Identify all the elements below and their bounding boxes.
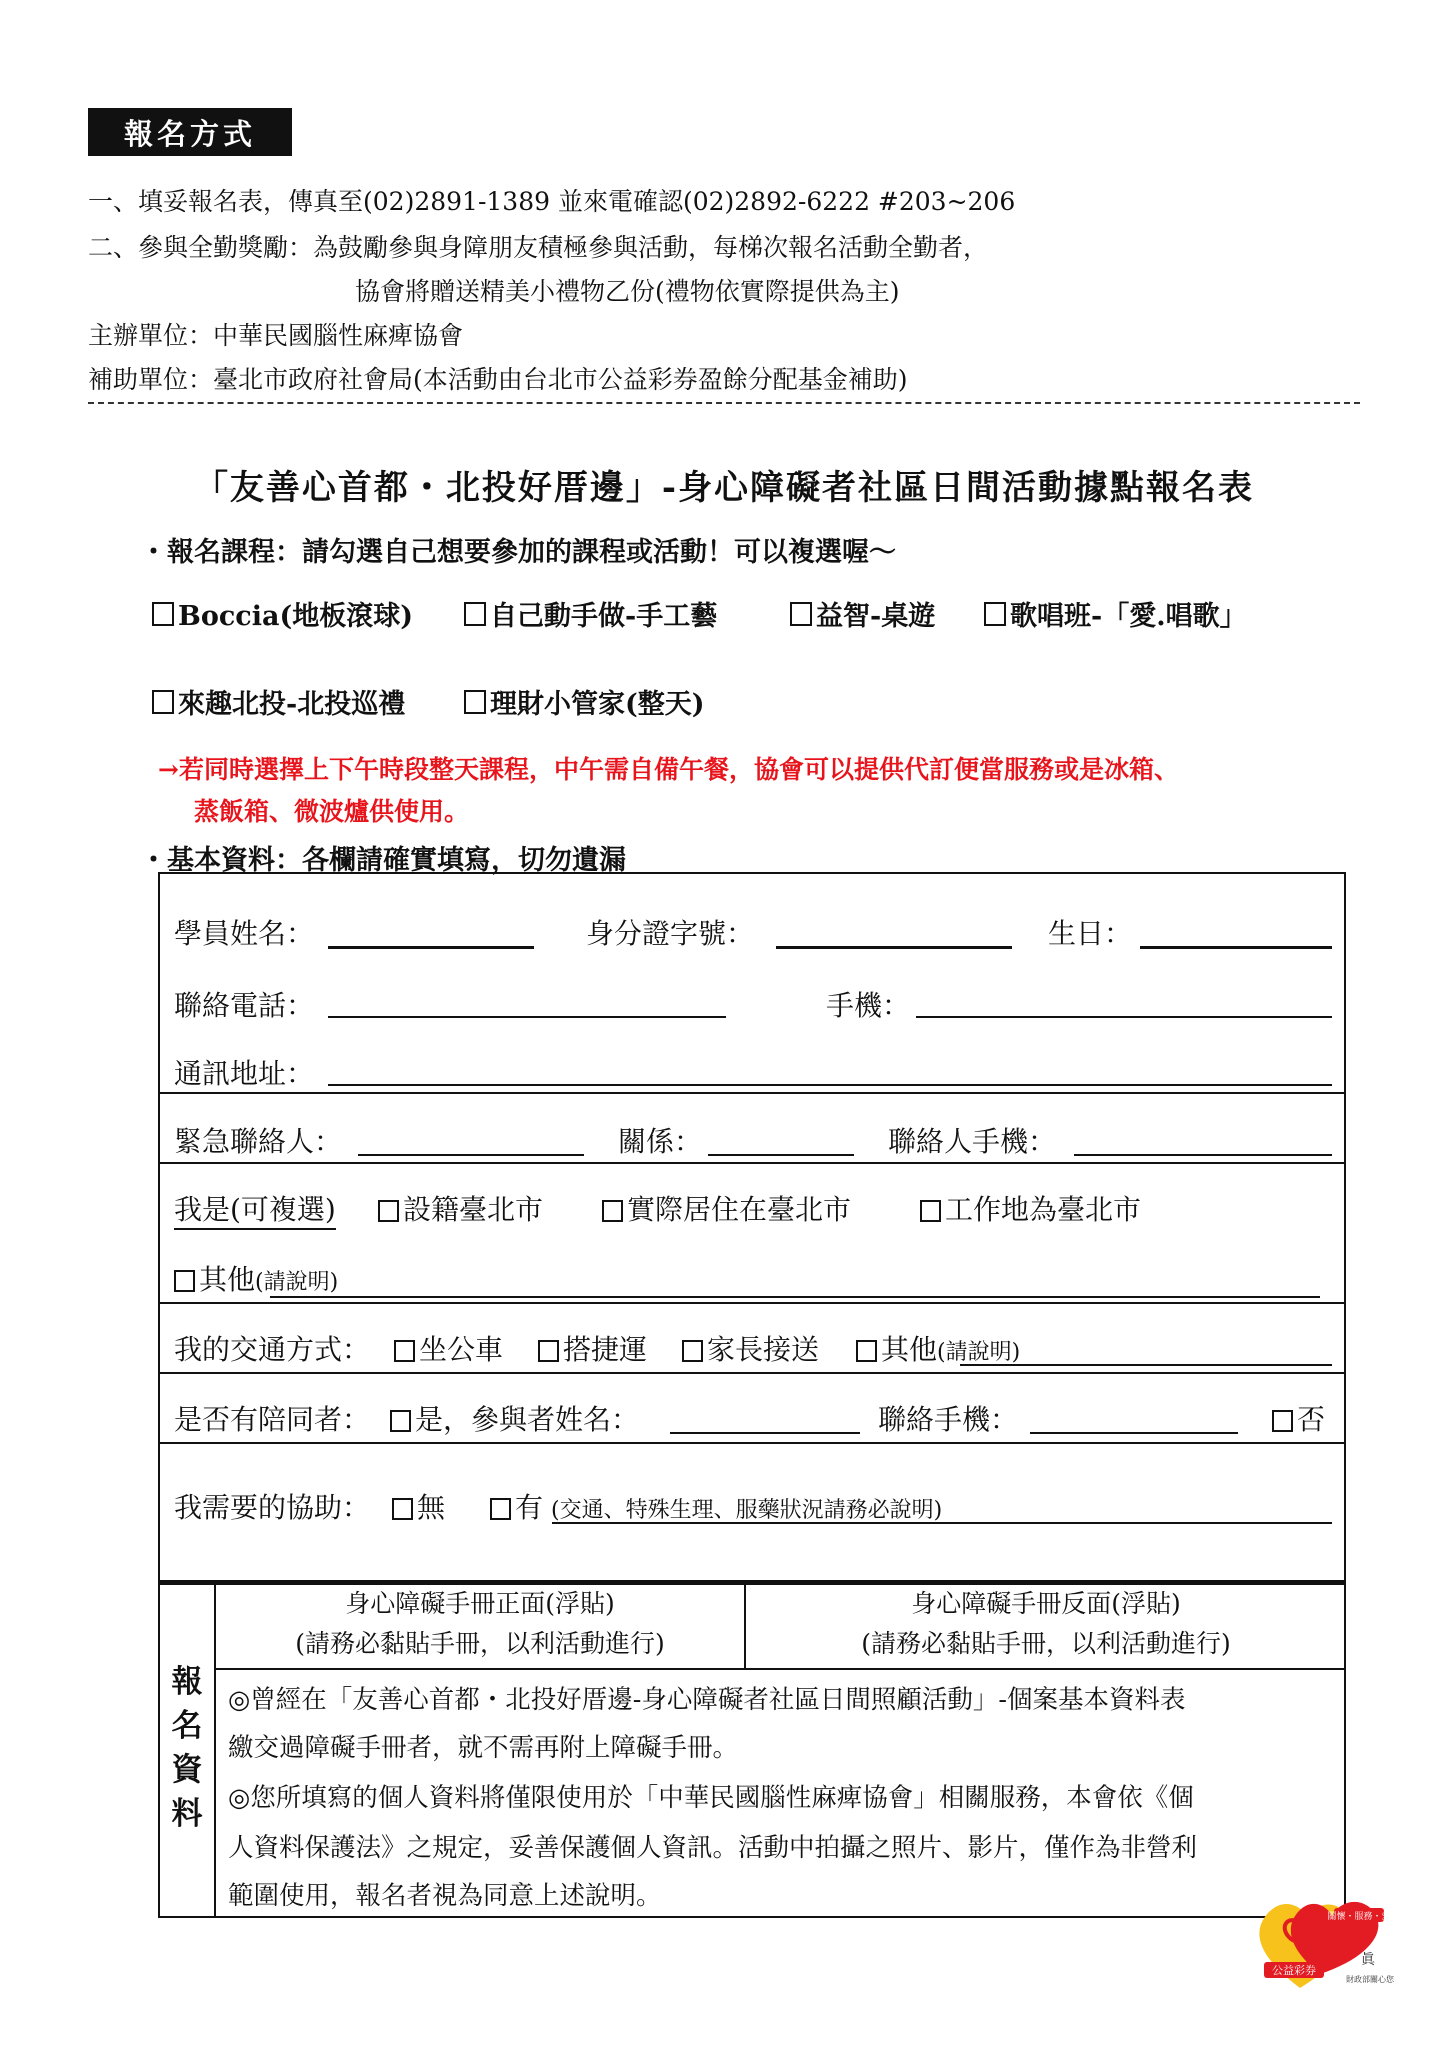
name-label: 學員姓名： [174,917,315,950]
companion-yes-option[interactable] [390,1398,639,1438]
side-label-char: 名 [171,1708,203,1744]
phone-field[interactable] [328,1016,726,1018]
companion-contact-field[interactable] [1030,1432,1238,1434]
emergency-label: 緊急聯絡人： [174,1125,343,1158]
course-option-beitou-tour[interactable] [152,682,405,721]
course-option-handcraft[interactable] [464,594,717,633]
relation-label: 關係： [618,1125,703,1158]
mobile-label: 手機： [826,989,911,1022]
sponsor-line: 補助單位：臺北市政府社會局(本活動由台北市公益彩券盈餘分配基金補助) [88,365,908,394]
identity-option-registered[interactable] [378,1188,543,1228]
course-option-singing[interactable] [984,594,1247,633]
option-label: 否 [1297,1403,1326,1436]
handbook-back-box[interactable] [746,1582,1346,1668]
checkbox[interactable] [152,690,174,714]
birthday-field[interactable] [1140,946,1332,949]
info-line-3: 協會將贈送精美小禮物乙份(禮物依實際提供為主) [355,277,900,306]
companion-contact-label: 聯絡手機： [878,1403,1019,1436]
other-note: (請說明) [255,1270,339,1295]
checkbox[interactable] [390,1410,411,1432]
note-2-line-2: 人資料保護法》之規定，妥善保護個人資訊。活動中拍攝之照片、影片，僅作為非營利 [228,1833,1198,1863]
svg-text:眞: 眞 [1361,1952,1375,1968]
checkbox[interactable] [790,602,812,626]
handbook-front-box[interactable] [216,1582,746,1668]
option-label: 是，參與者姓名： [415,1403,640,1436]
address-field[interactable] [328,1084,1332,1086]
checkbox[interactable] [394,1340,415,1362]
transport-other-field[interactable] [960,1364,1332,1366]
course-option-boccia[interactable] [152,594,413,633]
mobile-field[interactable] [916,1016,1332,1018]
back-note: (請務必黏貼手冊，以利活動進行) [861,1629,1231,1658]
front-note: (請務必黏貼手冊，以利活動進行) [295,1629,665,1658]
option-label: 家長接送 [707,1333,820,1366]
checkbox[interactable] [1272,1410,1293,1432]
option-label: 工作地為臺北市 [945,1193,1142,1226]
heart-logo-icon [1250,1878,1400,1998]
course-heading: ・報名課程：請勾選自己想要參加的課程或活動！可以複選喔～ [140,537,896,568]
info-line-2: 二、參與全勤獎勵：為鼓勵參與身障朋友積極參與活動，每梯次報名活動全勤者， [88,233,989,262]
back-title: 身心障礙手冊反面(浮貼) [911,1589,1181,1618]
side-label-char: 資 [171,1752,203,1788]
checkbox[interactable] [152,602,174,626]
checkbox[interactable] [920,1200,941,1222]
course-label: 歌唱班-「愛.唱歌」 [1010,601,1247,632]
assist-none-option[interactable] [392,1486,445,1526]
section-header: 報名方式 [88,108,292,156]
option-label: 有 [515,1491,544,1524]
course-label: 理財小管家(整天) [490,689,705,720]
logo-banner: 關懷・服務・愛 [1327,1912,1391,1922]
row-divider [158,1442,1346,1444]
emergency-field[interactable] [358,1154,584,1156]
id-label: 身分證字號： [586,917,755,950]
dashed-divider [88,402,1360,404]
red-note-line-1: →若同時選擇上下午時段整天課程，中午需自備午餐，協會可以提供代訂便當服務或是冰箱、 [158,755,1179,784]
course-label: Boccia(地板滾球) [178,601,414,632]
companion-name-field[interactable] [670,1432,860,1434]
relation-field[interactable] [708,1154,854,1156]
option-label: 無 [417,1491,446,1524]
row-divider [158,1372,1346,1374]
logo-seal: 財政部關心您 [1346,1975,1394,1984]
other-note: (請說明) [937,1340,1021,1365]
option-label: 實際居住在臺北市 [627,1193,852,1226]
checkbox[interactable] [378,1200,399,1222]
row-divider [158,1162,1346,1164]
checkbox[interactable] [602,1200,623,1222]
assist-label: 我需要的協助： [174,1491,371,1524]
option-label: 搭捷運 [563,1333,648,1366]
transport-option-bus[interactable] [394,1328,503,1368]
course-label: 益智-桌遊 [816,601,936,632]
note-1-line-1: ◎曾經在「友善心首都・北投好厝邊-身心障礙者社區日間照顧活動」-個案基本資料表 [228,1685,1186,1715]
section-divider [216,1668,1346,1670]
basic-heading: ・基本資料：各欄請確實填寫，切勿遺漏 [140,845,626,876]
course-label: 自己動手做-手工藝 [490,601,718,632]
checkbox[interactable] [984,602,1006,626]
row-divider [158,1092,1346,1094]
organizer-line: 主辦單位：中華民國腦性麻痺協會 [88,321,464,350]
logo-text: 公益彩券 [1272,1964,1316,1977]
side-label-char: 料 [171,1796,203,1832]
identity-option-residence[interactable] [602,1188,851,1228]
note-2-line-3: 範圍使用，報名者視為同意上述說明。 [228,1881,662,1911]
transport-option-parent[interactable] [682,1328,819,1368]
phone-label: 聯絡電話： [174,989,315,1022]
identity-option-workplace[interactable] [920,1188,1141,1228]
registration-side-label [158,1660,216,1836]
contact-mobile-field[interactable] [1074,1154,1332,1156]
checkbox[interactable] [464,690,486,714]
checkbox[interactable] [392,1498,413,1520]
option-label: 其他 [199,1263,256,1296]
red-note-line-2: 蒸飯箱、微波爐供使用。 [194,797,470,826]
option-label: 設籍臺北市 [403,1193,544,1226]
checkbox[interactable] [538,1340,559,1362]
checkbox[interactable] [490,1498,511,1520]
row-divider [158,1302,1346,1304]
info-line-1: 一、填妥報名表，傳真至(02)2891-1389 並來電確認(02)2892-6222 #203~206 [88,187,1016,216]
assist-note: (交通、特殊生理、服藥狀況請務必說明) [551,1498,943,1523]
identity-option-other[interactable] [174,1258,338,1298]
course-label: 來趣北投-北投巡禮 [178,689,406,720]
course-option-finance[interactable] [464,682,705,721]
address-label: 通訊地址： [174,1057,315,1090]
note-2-line-1: ◎您所填寫的個人資料將僅限使用於「中華民國腦性麻痺協會」相關服務，本會依《個 [228,1783,1194,1813]
side-label-char: 報 [171,1664,203,1700]
option-label: 其他 [881,1333,938,1366]
option-label: 坐公車 [419,1333,504,1366]
form-title: 「友善心首都・北投好厝邊」-身心障礙者社區日間活動據點報名表 [193,468,1255,508]
companion-no-option[interactable] [1272,1398,1325,1438]
birthday-label: 生日： [1048,917,1133,950]
id-field[interactable] [776,946,1012,949]
course-option-boardgame[interactable] [790,594,935,633]
contact-mobile-label: 聯絡人手機： [888,1125,1057,1158]
transport-option-other[interactable] [856,1328,1020,1368]
front-title: 身心障礙手冊正面(浮貼) [345,1589,615,1618]
identity-other-field[interactable] [270,1296,1320,1298]
identity-row [174,1188,336,1230]
checkbox[interactable] [174,1270,195,1292]
checkbox[interactable] [856,1340,877,1362]
checkbox[interactable] [464,602,486,626]
checkbox[interactable] [682,1340,703,1362]
identity-label: 我是(可複選) [174,1188,336,1230]
transport-label: 我的交通方式： [174,1333,371,1366]
note-1-line-2: 繳交過障礙手冊者，就不需再附上障礙手冊。 [228,1733,739,1763]
assist-has-option[interactable] [490,1486,942,1526]
name-field[interactable] [328,946,534,949]
companion-label: 是否有陪同者： [174,1403,371,1436]
transport-option-mrt[interactable] [538,1328,647,1368]
assist-field[interactable] [552,1522,1332,1524]
public-welfare-lottery-logo [1250,1878,1400,2002]
